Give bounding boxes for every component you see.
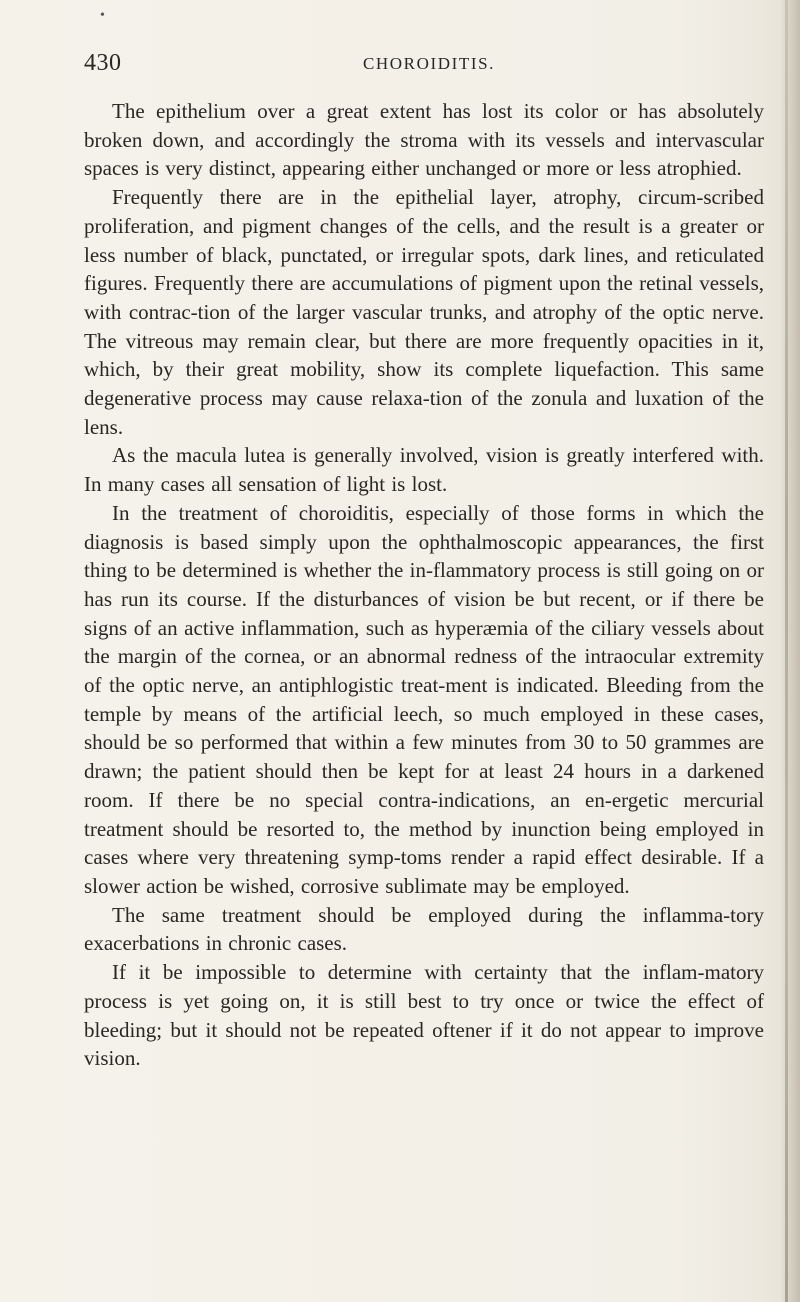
page-number: 430 [84, 50, 122, 76]
paragraph: In the treatment of choroiditis, especially of those forms in which the diagnosis is based simply upon the ophthalmoscopic appearances, the first thing to be determined is whether the in-flammatory process is still going on or has run its course. If the disturbances of vision be but recent, or if there be signs of an active inflammation, such as hyperæmia of the ciliary vessels about the margin of the cornea, or an abnormal redness of the intraocular extremity of the optic nerve, an antiphlogistic treat-ment is indicated. Bleeding from the temple by means of the artificial leech, so much employed in these cases, should be so performed that within a few minutes from 30 to 50 grammes are drawn; the patient should then be kept for at least 24 hours in a darkened room. If there be no special contra-indications, an en-ergetic mercurial treatment should be resorted to, the method by inunction being employed in cases where very threatening symp-toms render a rapid effect desirable. If a slower action be wished, corrosive sublimate may be employed. [84, 500, 764, 898]
paragraph: As the macula lutea is generally involved, vision is greatly interfered with. In many cases all sensation of light is lost. [84, 443, 764, 497]
paragraph: Frequently there are in the epithelial layer, atrophy, circum-scribed proliferation, and pigment changes of the cells, and the result is a greater or less number of black, punctated, or irregular spots, dark lines, and reticulated figures. Frequently there are accumulations of pigment upon the retinal vessels, with contrac-tion of the larger vascular trunks, and atrophy of the optic nerve. The vitreous may remain clear, but there are more frequently opacities in it, which, by their great mobility, show its complete liquefaction. This same degenerative process may cause relaxa-tion of the zonula and luxation of the lens. [84, 185, 764, 439]
paragraph: The epithelium over a great extent has lost its color or has absolutely broken down, and accordingly the stroma with its vessels and intervascular spaces is very distinct, appearing either unchanged or more or less atrophied. [84, 99, 764, 181]
page-header [84, 50, 764, 82]
stray-mark: • [100, 8, 105, 23]
body-text [84, 97, 764, 1073]
page-edge-shadow [778, 0, 800, 1302]
page-fold-line [785, 0, 788, 1302]
running-head: CHOROIDITIS. [362, 54, 496, 73]
paragraph: The same treatment should be employed during the inflamma-tory exacerbations in chronic cases. [84, 902, 764, 956]
paragraph: If it be impossible to determine with certainty that the inflam-matory process is yet going on, it is still best to try once or twice the effect of bleeding; but it should not be repeated oftener if it do not appear to improve vision. [84, 960, 764, 1071]
